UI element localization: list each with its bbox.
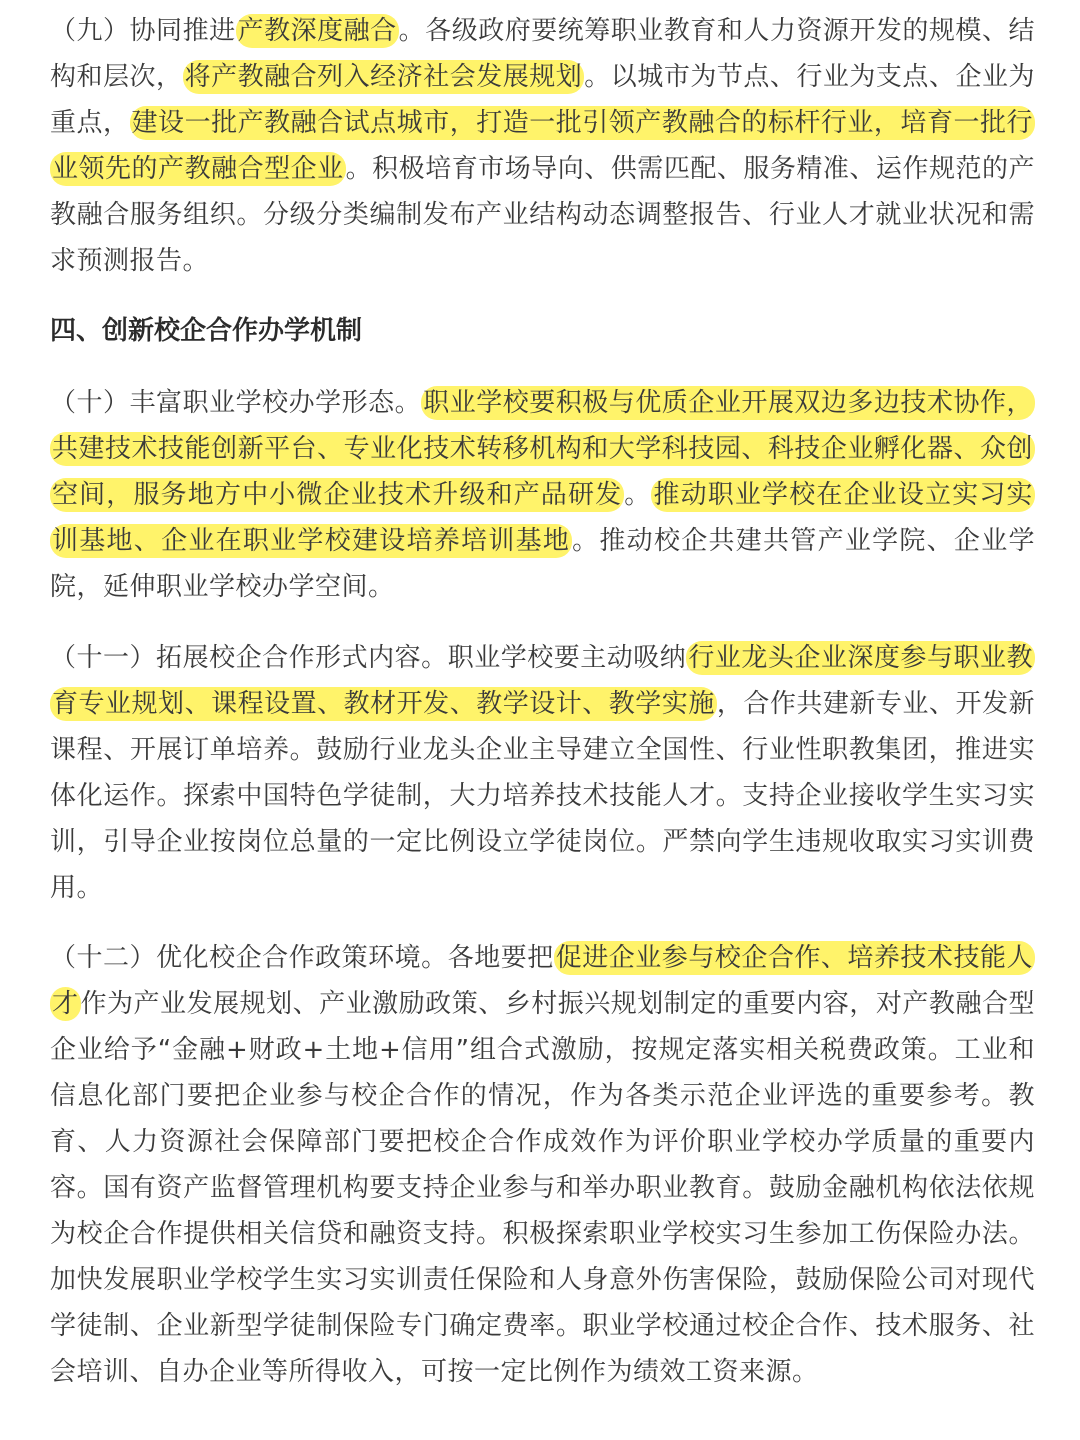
- paragraph-text: 。以城市为节点、行业为支点、企业为重点，: [50, 62, 1035, 138]
- paragraph-text: ，合作共建新专业、开发新课程、开展订单培养。鼓励行业龙头企业主导建立全国性、行业性职教集团，推进实体化运作。探索中国特色学徒制，大力培养技术技能人才。支持企业接收学生实习实训，引导企业按岗位总量的一定比例设立学徒岗位。严禁向学生违规收取实习实训费用。: [50, 689, 1035, 903]
- paragraph-text: 。推动校企共建共管产业学院、企业学院，延伸职业学校办学空间。: [50, 526, 1035, 602]
- highlighted-text: 产教深度融合: [237, 16, 397, 46]
- highlighted-text: 职业学校要积极与优质企业开展双边多边技术协作，共建技术技能创新平台、专业化技术转移机构和大学科技园、科技企业孵化器、众创空间，服务地方中小微企业技术升级和产品研发: [52, 388, 1033, 510]
- highlighted-text: 促进企业参与校企合作、培养技术技能人才: [52, 943, 1033, 1019]
- paragraph-10: [50, 380, 1035, 610]
- paragraph-text: 。积极培育市场导向、供需匹配、服务精准、运作规范的产教融合服务组织。分级分类编制发布产业结构动态调整报告、行业人才就业状况和需求预测报告。: [50, 154, 1035, 276]
- section-heading-4: 四、创新校企合作办学机制: [50, 316, 363, 346]
- highlighted-text: 建设一批产教融合试点城市，打造一批引领产教融合的标杆行业，培育一批行业领先的产教融合型企业: [52, 108, 1033, 184]
- paragraph-text: 作为产业发展规划、产业激励政策、乡村振兴规划制定的重要内容，对产教融合型企业给予“金融+财政+土地+信用”组合式激励，按规定落实相关税费政策。工业和信息化部门要把企业参与校企合作的情况，作为各类示范企业评选的重要参考。教育、人力资源社会保障部门要把校企合作成效作为评价职业学校办学质量的重要内容。国有资产监督管理机构要支持企业参与和举办职业教育。鼓励金融机构依法依规为校企合作提供相关信贷和融资支持。积极探索职业学校实习生参加工伤保险办法。加快发展职业学校学生实习实训责任保险和人身意外伤害保险，鼓励保险公司对现代学徒制、企业新型学徒制保险专门确定费率。职业学校通过校企合作、技术服务、社会培训、自办企业等所得收入，可按一定比例作为绩效工资来源。: [50, 989, 1035, 1387]
- paragraph-9: [50, 8, 1035, 284]
- highlighted-text: 行业龙头企业深度参与职业教育专业规划、课程设置、教材开发、教学设计、教学实施: [52, 643, 1033, 719]
- paragraph-text: （十一）拓展校企合作形式内容。职业学校要主动吸纳: [50, 643, 687, 673]
- highlighted-text: 推动职业学校在企业设立实习实训基地、企业在职业学校建设培养培训基地: [52, 480, 1033, 556]
- paragraph-text: （九）协同推进: [50, 16, 236, 46]
- paragraph-text: （十）丰富职业学校办学形态。: [50, 388, 422, 418]
- highlighted-text: 将产教融合列入经济社会发展规划: [184, 62, 583, 92]
- paragraph-12: [50, 935, 1035, 1395]
- paragraph-text: 。: [624, 480, 652, 510]
- paragraph-text: 。各级政府要统筹职业教育和人力资源开发的规模、结构和层次，: [50, 16, 1035, 92]
- paragraph-text: （十二）优化校企合作政策环境。各地要把: [50, 943, 554, 973]
- paragraph-11: [50, 635, 1035, 911]
